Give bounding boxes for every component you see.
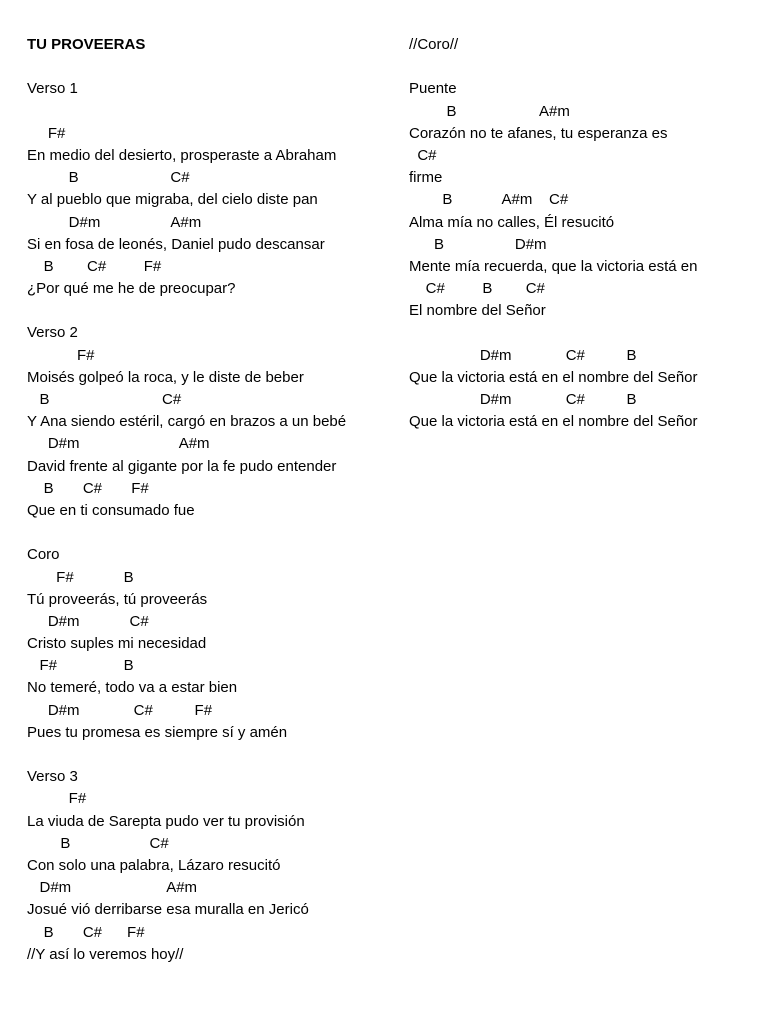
chord-line: B A#m C#	[409, 191, 569, 209]
lyric-line: Tú proveerás, tú proveerás	[27, 590, 208, 608]
lyric-line: La viuda de Sarepta pudo ver tu provisión	[27, 812, 305, 830]
blank-line	[27, 56, 387, 78]
lyric-line: Cristo suples mi necesidad	[27, 635, 207, 653]
lyric-line: Con solo una palabra, Lázaro resucitó	[27, 856, 281, 874]
chord-line: C# B C#	[409, 280, 545, 298]
chord-line: F# B	[27, 657, 134, 675]
chord-line: D#m C# B	[409, 346, 637, 364]
lyric-line: Josué vió derribarse esa muralla en Jericó	[27, 901, 309, 919]
lyric-line: Si en fosa de leonés, Daniel pudo descansar	[27, 235, 325, 253]
chord-line: B C# F#	[27, 479, 149, 497]
lyric-line: Y al pueblo que migraba, del cielo diste pan	[27, 191, 318, 209]
section-heading: Coro	[27, 546, 60, 564]
lyric-line: En medio del desierto, prosperaste a Abraham	[27, 146, 337, 164]
chord-line: F# B	[27, 568, 134, 586]
lyric-line: Pues tu promesa es siempre sí y amén	[27, 723, 288, 741]
blank-line	[27, 300, 387, 322]
blank-line	[27, 522, 387, 544]
chord-line: F#	[27, 346, 95, 364]
lyric-line: Que en ti consumado fue	[27, 501, 195, 519]
section-heading: Verso 3	[27, 768, 78, 786]
right-column	[409, 34, 759, 433]
blank-line	[27, 744, 387, 766]
chord-line: D#m A#m	[27, 879, 198, 897]
chord-line: D#m A#m	[27, 213, 202, 231]
chord-line: B C#	[27, 834, 169, 852]
section-heading: Puente	[409, 80, 457, 98]
chord-line: B C#	[27, 391, 182, 408]
chord-line: B C# F#	[27, 257, 162, 275]
chord-line: B D#m	[409, 235, 547, 253]
chord-line: B C# F#	[27, 923, 145, 941]
chord-line: D#m C# F#	[27, 701, 213, 719]
section-heading: Verso 1	[27, 80, 78, 98]
lyric-line: Que la victoria está en el nombre del Señor	[409, 368, 698, 386]
chord-line: F#	[27, 790, 87, 808]
lyric-line: Que la victoria está en el nombre del Señor	[409, 413, 698, 431]
blank-line	[409, 56, 759, 78]
chord-line: D#m C# B	[409, 391, 637, 408]
lyric-line: Mente mía recuerda, que la victoria está en	[409, 257, 698, 275]
blank-line	[409, 322, 759, 344]
lyric-line: Y Ana siendo estéril, cargó en brazos a un bebé	[27, 413, 347, 431]
lyric-line: Corazón no te afanes, tu esperanza es	[409, 124, 668, 142]
chord-line: C#	[409, 146, 437, 164]
lyric-line: David frente al gigante por la fe pudo entender	[27, 457, 337, 475]
chord-line: F#	[27, 124, 66, 142]
lyric-line: //Y así lo veremos hoy//	[27, 945, 184, 963]
section-heading: Verso 2	[27, 324, 78, 342]
lyric-line: firme	[409, 169, 443, 187]
section-heading: //Coro//	[409, 36, 459, 53]
chord-line: D#m C#	[27, 612, 149, 630]
lyric-line: Moisés golpeó la roca, y le diste de beber	[27, 368, 304, 386]
left-column	[27, 34, 387, 966]
blank-line	[27, 101, 387, 123]
lyric-line: El nombre del Señor	[409, 302, 546, 320]
chord-line: B A#m	[409, 102, 570, 120]
lyric-line: Alma mía no calles, Él resucitó	[409, 213, 615, 231]
lyric-line: No temeré, todo va a estar bien	[27, 679, 238, 697]
song-title: TU PROVEERAS	[27, 36, 146, 53]
lyric-line: ¿Por qué me he de preocupar?	[27, 280, 236, 298]
chord-line: B C#	[27, 169, 190, 187]
chord-line: D#m A#m	[27, 435, 210, 453]
